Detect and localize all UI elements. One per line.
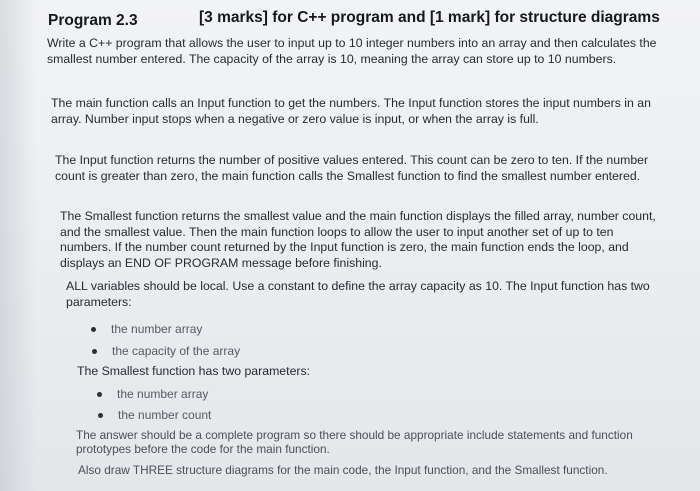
paragraph-smallest-params: The Smallest function has two parameters: — [77, 364, 311, 378]
paragraph-smallest-loop: The Smallest function returns the smallest value and the main function displays the filled array, number count, and the smallest value. Then the main function loops to allow the user to input another set of up to ten numbers. If the number count returned by the Input function is zero, the main function ends the loop, and displays an END OF PROGRAM message before finishing. — [60, 209, 656, 270]
list-item-label: the number array — [117, 387, 209, 401]
question-header — [48, 9, 688, 35]
bullet-icon — [91, 327, 96, 332]
paragraph-intro: Write a C++ program that allows the user to input up to 10 integer numbers into an array and then calculates the smallest number entered. The capacity of the array is 10, meaning the array can store up to 10 numbers. — [47, 36, 657, 66]
paragraph-main-input: The main function calls an Input function to get the numbers. The Input function stores the input numbers in an array. Number input stops when a negative or zero value is input, or when the array is full. — [51, 96, 651, 126]
bullet-icon — [97, 392, 102, 397]
program-number: Program 2.3 — [48, 12, 138, 29]
paragraph-variables: ALL variables should be local. Use a constant to define the array capacity as 10. The Input function has two parameters: — [66, 279, 650, 309]
bullet-icon — [92, 349, 97, 354]
list-item-label: the capacity of the array — [112, 344, 241, 358]
paragraph-structure-diagrams: Also draw THREE structure diagrams for the main code, the Input function, and the Smallest function. — [78, 463, 608, 477]
bullet-icon — [98, 413, 103, 418]
marks-allocation: [3 marks] for C++ program and [1 mark] for structure diagrams — [199, 9, 660, 26]
list-item-label: the number count — [118, 408, 212, 422]
list-item-label: the number array — [111, 322, 203, 336]
paragraph-input-returns: The Input function returns the number of positive values entered. This count can be zero to ten. If the number count is greater than zero, the main function calls the Smallest function to find the smallest number entered. — [55, 153, 649, 183]
paragraph-complete-program: The answer should be a complete program so there should be appropriate include statements and function prototypes before the code for the main function. — [76, 428, 633, 456]
page-shadow — [0, 0, 36, 491]
